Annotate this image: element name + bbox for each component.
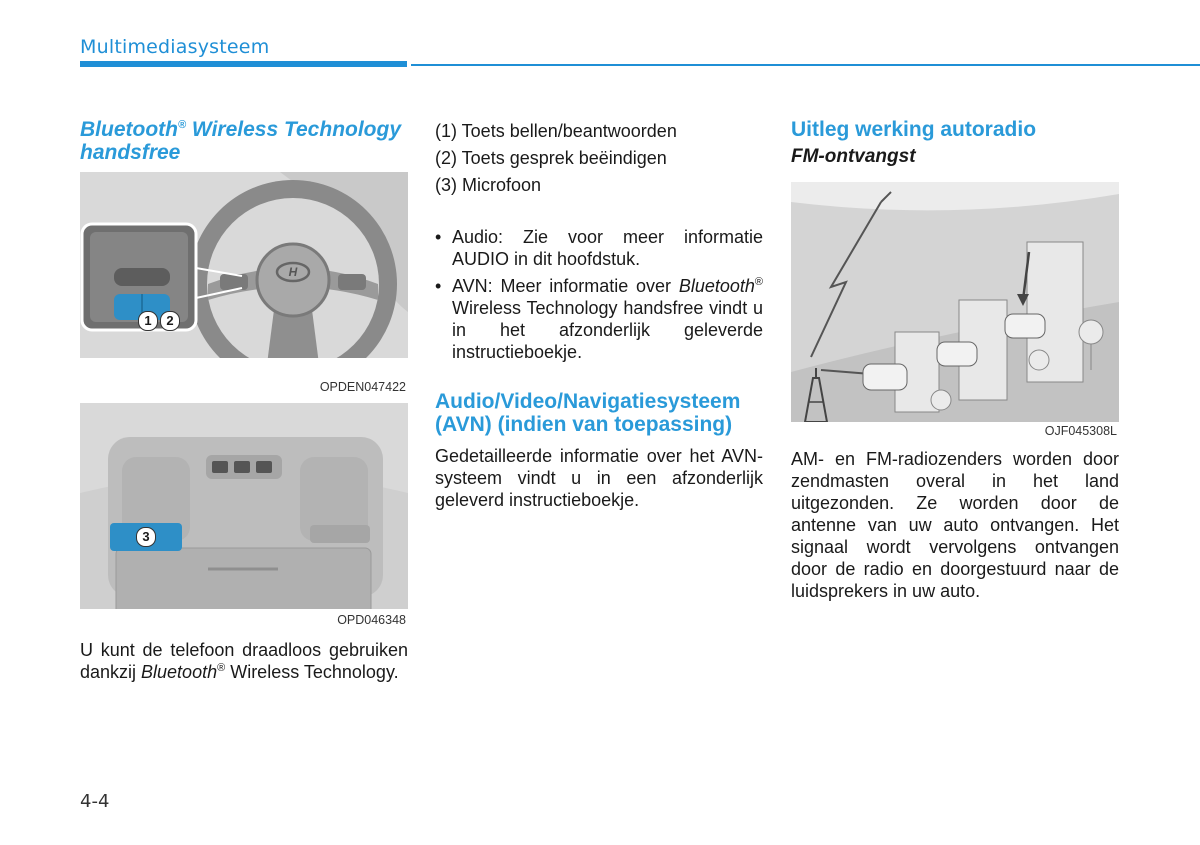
control-legend — [435, 118, 765, 199]
legend-item-2: (2) Toets gesprek beëindigen — [435, 148, 667, 168]
fm-reception-illustration — [791, 182, 1119, 422]
radio-heading: Uitleg werking autoradio — [791, 118, 1037, 141]
header-rule-thick — [80, 61, 407, 67]
fm-paragraph: AM- en FM-radiozenders worden door zendmasten overal in het land uitgezonden. Ze worden door de antenne van uw auto ontvangen. Het signaal wordt vervolgens ontvangen door de radio en doorgestuurd naar de luidsprekers in uw auto. — [791, 449, 1119, 601]
bullet-avn: • AVN: Meer informatie over Bluetooth® Wireless Technology handsfree vindt u in het afzonderlijk geleverde instructieboekje. — [435, 275, 763, 363]
fm-reception-figure — [791, 182, 1119, 442]
avn-heading — [435, 390, 765, 436]
callout-badge-1: 1 — [138, 311, 158, 331]
bt-para-suffix: Wireless Technology. — [225, 662, 399, 682]
info-bullets — [435, 226, 763, 368]
callout-badge-3: 3 — [136, 527, 156, 547]
figure2-caption: OPD046348 — [337, 613, 406, 627]
heading-handsfree: handsfree — [80, 141, 181, 164]
figure1-caption: OPDEN047422 — [319, 380, 406, 394]
fm-subheading: FM-ontvangst — [791, 146, 916, 167]
legend-item-3: (3) Microfoon — [435, 175, 542, 195]
fm-figure-caption: OJF045308L — [1044, 424, 1117, 438]
bluetooth-heading — [80, 118, 410, 164]
avn-paragraph: Gedetailleerde informatie over het AVN-systeem vindt u in een afzonderlijk geleverd instructieboekje. — [435, 446, 763, 510]
heading-wireless-tech: Wireless Technology — [186, 118, 402, 141]
section-title: Multimediasysteem — [80, 36, 270, 58]
header-rule-thin — [411, 64, 1200, 66]
bt-para-reg: ® — [217, 662, 226, 674]
heading-bluetooth-word: Bluetooth — [80, 118, 178, 141]
bullet-audio: • Audio: Zie voor meer informatie AUDIO in dit hoofdstuk. — [435, 226, 763, 270]
svg-text:H: H — [288, 265, 298, 279]
avn-heading-line1: Audio/Video/Navigatiesysteem — [435, 390, 741, 413]
avn-heading-line2: (AVN) (indien van toepassing) — [435, 413, 733, 436]
page-number: 4-4 — [80, 791, 110, 812]
heading-reg-mark: ® — [177, 119, 187, 131]
bt-para-italic: Bluetooth — [141, 662, 218, 682]
bt-para-prefix: U kunt de telefoon draadloos gebruiken dankzij — [80, 640, 408, 682]
overhead-console-figure — [80, 403, 408, 633]
steering-wheel-figure — [80, 172, 408, 400]
overhead-console-illustration — [80, 403, 408, 633]
bluetooth-paragraph — [80, 639, 408, 683]
legend-item-1: (1) Toets bellen/beantwoorden — [435, 121, 677, 141]
callout-badge-2: 2 — [160, 311, 180, 331]
